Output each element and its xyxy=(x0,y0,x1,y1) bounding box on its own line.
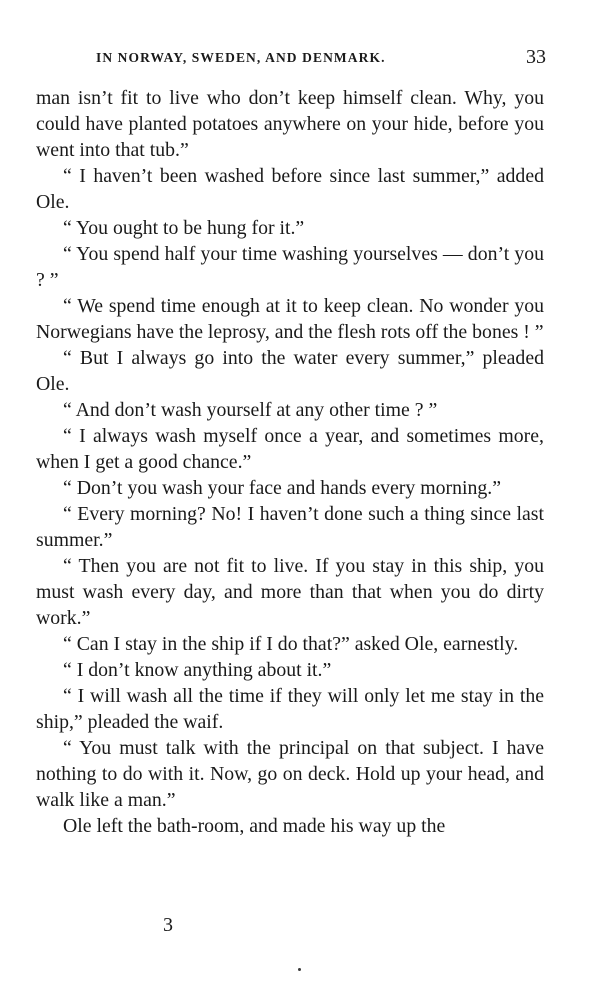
paragraph: “ We spend time enough at it to keep clean. No wonder you Norwegians have the leprosy, and the flesh rots off the bones ! ” xyxy=(36,295,544,343)
paragraph: “ I don’t know anything about it.” xyxy=(63,659,332,681)
paragraph: “ Can I stay in the ship if I do that?” asked Ole, earnestly. xyxy=(63,633,519,655)
paragraph: “ And don’t wash yourself at any other time ? ” xyxy=(63,399,438,421)
ink-speck xyxy=(298,968,301,971)
paragraph: “ Every morning? No! I haven’t done such a thing since last summer.” xyxy=(36,503,544,551)
running-title: IN NORWAY, SWEDEN, AND DENMARK. xyxy=(96,50,386,65)
paragraph: Ole left the bath-room, and made his way up the xyxy=(63,815,446,837)
paragraph: man isn’t fit to live who don’t keep himself clean. Why, you could have planted potatoes anywhere on your hide, before you went into that tub.” xyxy=(36,87,544,161)
paragraph: “ Don’t you wash your face and hands every morning.” xyxy=(63,477,501,499)
paragraph: “ You spend half your time washing yourselves — don’t you ? ” xyxy=(36,243,544,291)
paragraph: “ I haven’t been washed before since last summer,” added Ole. xyxy=(36,165,544,213)
page-number: 33 xyxy=(526,46,546,68)
paragraph: “ I always wash myself once a year, and sometimes more, when I get a good chance.” xyxy=(36,425,544,473)
running-head xyxy=(96,44,546,72)
paragraph: “ You must talk with the principal on that subject. I have nothing to do with it. Now, go on deck. Hold up your head, and walk like a man.” xyxy=(36,737,544,811)
paragraph: “ You ought to be hung for it.” xyxy=(63,217,305,239)
paragraph: “ I will wash all the time if they will only let me stay in the ship,” pleaded the waif. xyxy=(36,685,544,733)
paragraph: “ Then you are not fit to live. If you stay in this ship, you must wash every day, and more than that when you do dirty work.” xyxy=(36,555,544,629)
paragraph: “ But I always go into the water every summer,” pleaded Ole. xyxy=(36,347,544,395)
body-text xyxy=(36,85,544,839)
signature-mark: 3 xyxy=(163,914,173,936)
